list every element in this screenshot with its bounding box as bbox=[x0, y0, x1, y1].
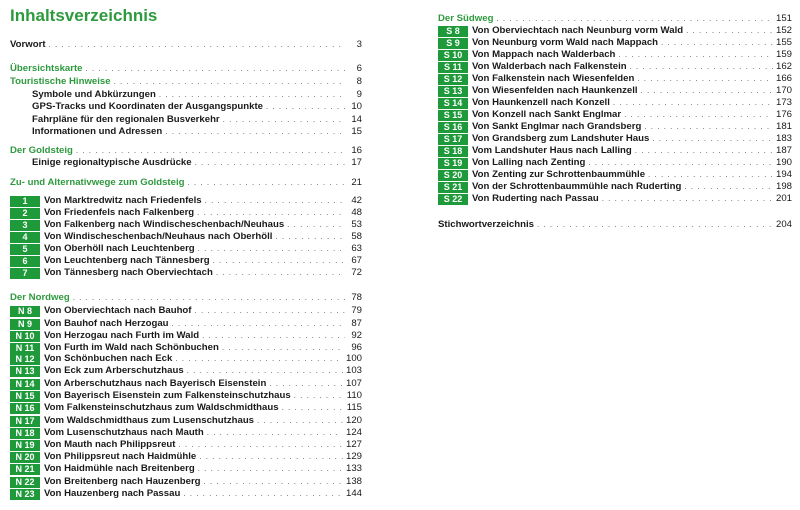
dot-leader bbox=[199, 451, 343, 463]
dot-leader bbox=[641, 85, 773, 97]
stage-badge: N 22 bbox=[10, 477, 40, 488]
stage-badge: S 18 bbox=[438, 146, 468, 157]
dot-leader bbox=[661, 37, 773, 49]
toc-page-number: 53 bbox=[351, 219, 362, 230]
stage-badge: N 8 bbox=[10, 306, 40, 317]
dot-leader bbox=[175, 353, 343, 365]
toc-entry-title: Fahrpläne für den regionalen Busverkehr bbox=[32, 114, 220, 125]
toc-page-number: 204 bbox=[775, 219, 792, 230]
toc-entry[interactable] bbox=[10, 39, 362, 51]
toc-page-number: 6 bbox=[356, 63, 362, 74]
stage-badge: 2 bbox=[10, 208, 40, 219]
stage-badge: S 22 bbox=[438, 194, 468, 205]
dot-leader bbox=[613, 97, 773, 109]
dot-leader bbox=[275, 231, 345, 243]
toc-section-heading[interactable] bbox=[10, 63, 362, 75]
toc-page-number: 194 bbox=[775, 169, 792, 180]
toc-entry[interactable] bbox=[10, 89, 362, 101]
toc-entry-title: GPS-Tracks und Koordinaten der Ausgangspunkte bbox=[32, 101, 263, 112]
dot-leader bbox=[648, 169, 773, 181]
toc-stage-entry[interactable] bbox=[10, 318, 362, 330]
toc-page-number: 9 bbox=[356, 89, 362, 100]
stage-badge: N 17 bbox=[10, 416, 40, 427]
toc-page-number: 183 bbox=[775, 133, 792, 144]
dot-leader bbox=[618, 49, 773, 61]
toc-page-number: 67 bbox=[351, 255, 362, 266]
toc-stage-entry[interactable] bbox=[438, 181, 792, 193]
stage-badge: N 14 bbox=[10, 379, 40, 390]
toc-entry-title: Von Oberviechtach nach Bauhof bbox=[44, 305, 192, 316]
toc-page-number: 138 bbox=[345, 476, 362, 487]
toc-page-number: 166 bbox=[775, 73, 792, 84]
toc-stage-entry[interactable] bbox=[10, 415, 362, 427]
toc-stage-entry[interactable] bbox=[10, 439, 362, 451]
dot-leader bbox=[159, 89, 345, 101]
stage-badge: N 13 bbox=[10, 366, 40, 377]
dot-leader bbox=[198, 463, 343, 475]
toc-entry-title: Informationen und Adressen bbox=[32, 126, 163, 137]
toc-stage-entry[interactable] bbox=[438, 61, 792, 73]
dot-leader bbox=[223, 114, 345, 126]
toc-page-number: 115 bbox=[346, 402, 362, 413]
dot-leader bbox=[204, 476, 343, 488]
toc-page-number: 181 bbox=[775, 121, 792, 132]
dot-leader bbox=[496, 13, 773, 25]
toc-entry-title: Von Mauth nach Philippsreut bbox=[44, 439, 176, 450]
toc-stage-entry[interactable] bbox=[10, 219, 362, 231]
toc-entry-title: Von Hauzenberg nach Passau bbox=[44, 488, 181, 499]
toc-page-number: 170 bbox=[775, 85, 792, 96]
toc-stage-entry[interactable] bbox=[438, 25, 792, 37]
dot-leader bbox=[644, 121, 773, 133]
toc-page-number: 96 bbox=[351, 342, 362, 353]
toc-entry-title: Der Südweg bbox=[438, 13, 494, 24]
toc-page-number: 92 bbox=[351, 330, 362, 341]
stage-badge: 5 bbox=[10, 244, 40, 255]
toc-page-number: 152 bbox=[775, 25, 792, 36]
toc-stage-entry[interactable] bbox=[10, 365, 362, 377]
toc-stage-entry[interactable] bbox=[438, 145, 792, 157]
toc-entry-title: Von Konzell nach Sankt Englmar bbox=[472, 109, 622, 120]
toc-page-number: 48 bbox=[351, 207, 362, 218]
dot-leader bbox=[207, 427, 343, 439]
toc-entry-title: Von Leuchtenberg nach Tännesberg bbox=[44, 255, 210, 266]
toc-entry-title: Von Oberhöll nach Leuchtenberg bbox=[44, 243, 195, 254]
toc-page-number: 10 bbox=[351, 101, 362, 112]
toc-section-heading[interactable] bbox=[438, 13, 792, 25]
toc-page-number: 87 bbox=[351, 318, 362, 329]
toc-stage-entry[interactable] bbox=[438, 109, 792, 121]
toc-entry-title: Der Nordweg bbox=[10, 292, 70, 303]
dot-leader bbox=[49, 39, 345, 51]
toc-page-number: 198 bbox=[775, 181, 792, 192]
toc-stage-entry[interactable] bbox=[438, 121, 792, 133]
dot-leader bbox=[635, 145, 773, 157]
toc-page-number: 110 bbox=[346, 390, 362, 401]
stage-badge: N 10 bbox=[10, 331, 40, 342]
stage-badge: 6 bbox=[10, 256, 40, 267]
dot-leader bbox=[114, 76, 345, 88]
toc-page-number: 16 bbox=[351, 145, 362, 156]
dot-leader bbox=[624, 109, 773, 121]
dot-leader bbox=[287, 219, 345, 231]
toc-page-number: 162 bbox=[775, 61, 792, 72]
toc-entry-title: Zu- und Alternativwege zum Goldsteig bbox=[10, 177, 185, 188]
toc-entry-title: Von Schönbuchen nach Eck bbox=[44, 353, 173, 364]
toc-page-number: 127 bbox=[345, 439, 362, 450]
toc-entry-title: Vom Landshuter Haus nach Lalling bbox=[472, 145, 632, 156]
toc-entry-title: Von Windischeschenbach/Neuhaus nach Oberhöll bbox=[44, 231, 273, 242]
stage-badge: S 9 bbox=[438, 38, 468, 49]
toc-stage-entry[interactable] bbox=[10, 402, 362, 414]
stage-badge: 3 bbox=[10, 220, 40, 231]
stage-badge: S 17 bbox=[438, 134, 468, 145]
toc-page-number: 58 bbox=[351, 231, 362, 242]
toc-page-number: 17 bbox=[351, 157, 362, 168]
dot-leader bbox=[637, 73, 773, 85]
toc-section-heading[interactable] bbox=[10, 177, 362, 189]
stage-badge: N 16 bbox=[10, 403, 40, 414]
toc-stage-entry[interactable] bbox=[10, 476, 362, 488]
dot-leader bbox=[73, 292, 345, 304]
toc-entry-title: Vorwort bbox=[10, 39, 46, 50]
toc-section-heading[interactable] bbox=[10, 145, 362, 157]
toc-entry[interactable] bbox=[10, 101, 362, 113]
dot-leader bbox=[187, 177, 345, 189]
toc-entry-title: Von der Schrottenbaummühle nach Ruderting bbox=[472, 181, 682, 192]
toc-stage-entry[interactable] bbox=[10, 390, 362, 402]
toc-entry-title: Von Walderbach nach Falkenstein bbox=[472, 61, 627, 72]
toc-stage-entry[interactable] bbox=[10, 255, 362, 267]
stage-badge: S 8 bbox=[438, 26, 468, 37]
toc-page-number: 159 bbox=[775, 49, 792, 60]
toc-entry-title: Von Grandsberg zum Landshuter Haus bbox=[472, 133, 650, 144]
stage-badge: 7 bbox=[10, 268, 40, 279]
toc-entry-title: Von Arberschutzhaus nach Bayerisch Eisenstein bbox=[44, 378, 267, 389]
toc-stage-entry[interactable] bbox=[10, 231, 362, 243]
dot-leader bbox=[197, 207, 345, 219]
stage-badge: S 19 bbox=[438, 158, 468, 169]
toc-stage-entry[interactable] bbox=[438, 169, 792, 181]
stage-badge: N 18 bbox=[10, 428, 40, 439]
toc-page-number: 190 bbox=[775, 157, 792, 168]
stage-badge: N 12 bbox=[10, 354, 40, 365]
toc-stage-entry[interactable] bbox=[10, 195, 362, 207]
toc-entry[interactable] bbox=[10, 157, 362, 169]
toc-page-number: 129 bbox=[345, 451, 362, 462]
toc-section-heading[interactable] bbox=[10, 76, 362, 88]
toc-entry-title: Von Oberviechtach nach Neunburg vorm Wald bbox=[472, 25, 684, 36]
toc-stage-entry[interactable] bbox=[10, 427, 362, 439]
toc-page-number: 100 bbox=[345, 353, 362, 364]
toc-page-number: 72 bbox=[351, 267, 362, 278]
toc-page-number: 21 bbox=[351, 177, 362, 188]
toc-stage-entry[interactable] bbox=[10, 330, 362, 342]
toc-stage-entry[interactable] bbox=[10, 378, 362, 390]
toc-entry-title: Von Breitenberg nach Hauzenberg bbox=[44, 476, 201, 487]
toc-entry-title: Von Sankt Englmar nach Grandsberg bbox=[472, 121, 642, 132]
toc-stage-entry[interactable] bbox=[10, 207, 362, 219]
toc-page-number: 187 bbox=[775, 145, 792, 156]
toc-stage-entry[interactable] bbox=[10, 463, 362, 475]
dot-leader bbox=[684, 181, 773, 193]
stage-badge: N 19 bbox=[10, 440, 40, 451]
dot-leader bbox=[172, 318, 345, 330]
toc-stage-entry[interactable] bbox=[438, 73, 792, 85]
toc-entry-title: Einige regionaltypische Ausdrücke bbox=[32, 157, 192, 168]
dot-leader bbox=[183, 488, 343, 500]
toc-entry[interactable] bbox=[438, 219, 792, 231]
toc-page-number: 78 bbox=[351, 292, 362, 303]
toc-stage-entry[interactable] bbox=[10, 243, 362, 255]
stage-badge: S 12 bbox=[438, 74, 468, 85]
toc-entry-title: Vom Lusenschutzhaus nach Mauth bbox=[44, 427, 204, 438]
dot-leader bbox=[686, 25, 773, 37]
toc-page-number: 63 bbox=[351, 243, 362, 254]
toc-page-number: 173 bbox=[775, 97, 792, 108]
toc-entry-title: Von Neunburg vorm Wald nach Mappach bbox=[472, 37, 659, 48]
stage-badge: N 11 bbox=[10, 343, 40, 354]
toc-entry-title: Übersichtskarte bbox=[10, 63, 83, 74]
toc-entry[interactable] bbox=[10, 114, 362, 126]
toc-page-number: 42 bbox=[351, 195, 362, 206]
toc-entry-title: Von Furth im Wald nach Schönbuchen bbox=[44, 342, 219, 353]
dot-leader bbox=[86, 63, 345, 75]
toc-page-number: 151 bbox=[775, 13, 792, 24]
dot-leader bbox=[282, 402, 344, 414]
dot-leader bbox=[205, 195, 345, 207]
dot-leader bbox=[266, 101, 345, 113]
toc-entry-title: Von Tännesberg nach Oberviechtach bbox=[44, 267, 213, 278]
dot-leader bbox=[588, 157, 773, 169]
stage-badge: S 10 bbox=[438, 50, 468, 61]
toc-entry-title: Symbole und Abkürzungen bbox=[32, 89, 156, 100]
dot-leader bbox=[195, 305, 346, 317]
toc-section-heading[interactable] bbox=[10, 292, 362, 304]
toc-entry-title: Von Lalling nach Zenting bbox=[472, 157, 586, 168]
toc-page-number: 15 bbox=[351, 126, 362, 137]
toc-entry-title: Von Eck zum Arberschutzhaus bbox=[44, 365, 184, 376]
toc-entry-title: Vom Waldschmidthaus zum Lusenschutzhaus bbox=[44, 415, 255, 426]
toc-page-number: 155 bbox=[775, 37, 792, 48]
toc-stage-entry[interactable] bbox=[10, 488, 362, 500]
toc-entry-title: Von Herzogau nach Furth im Wald bbox=[44, 330, 200, 341]
toc-entry-title: Von Falkenberg nach Windischeschenbach/Neuhaus bbox=[44, 219, 285, 230]
stage-badge: S 11 bbox=[438, 62, 468, 73]
stage-badge: N 23 bbox=[10, 489, 40, 500]
toc-page-number: 107 bbox=[345, 378, 362, 389]
toc-entry-title: Vom Falkensteinschutzhaus zum Waldschmidthaus bbox=[44, 402, 279, 413]
dot-leader bbox=[187, 365, 343, 377]
toc-page-number: 103 bbox=[345, 365, 362, 376]
toc-entry-title: Von Marktredwitz nach Friedenfels bbox=[44, 195, 202, 206]
stage-badge: N 20 bbox=[10, 452, 40, 463]
toc-page-number: 176 bbox=[775, 109, 792, 120]
toc-page-number: 8 bbox=[356, 76, 362, 87]
toc-stage-entry[interactable] bbox=[438, 133, 792, 145]
stage-badge: S 15 bbox=[438, 110, 468, 121]
toc-page-number: 201 bbox=[775, 193, 792, 204]
stage-badge: S 21 bbox=[438, 182, 468, 193]
toc-page-number: 3 bbox=[356, 39, 362, 50]
dot-leader bbox=[652, 133, 773, 145]
toc-stage-entry[interactable] bbox=[10, 451, 362, 463]
dot-leader bbox=[630, 61, 773, 73]
stage-badge: S 16 bbox=[438, 122, 468, 133]
toc-stage-entry[interactable] bbox=[438, 49, 792, 61]
toc-stage-entry[interactable] bbox=[10, 353, 362, 365]
toc-entry-title: Von Philippsreut nach Haidmühle bbox=[44, 451, 197, 462]
toc-entry-title: Von Bayerisch Eisenstein zum Falkensteinschutzhaus bbox=[44, 390, 291, 401]
toc-stage-entry[interactable] bbox=[438, 193, 792, 205]
toc-stage-entry[interactable] bbox=[10, 267, 362, 279]
toc-page-number: 79 bbox=[351, 305, 362, 316]
dot-leader bbox=[269, 378, 343, 390]
stage-badge: S 13 bbox=[438, 86, 468, 97]
toc-entry-title: Von Haidmühle nach Breitenberg bbox=[44, 463, 195, 474]
toc-entry-title: Touristische Hinweise bbox=[10, 76, 111, 87]
toc-page-number: 144 bbox=[345, 488, 362, 499]
dot-leader bbox=[257, 415, 343, 427]
dot-leader bbox=[294, 390, 344, 402]
stage-badge: N 15 bbox=[10, 391, 40, 402]
toc-entry-title: Von Bauhof nach Herzogau bbox=[44, 318, 169, 329]
dot-leader bbox=[202, 330, 345, 342]
dot-leader bbox=[602, 193, 773, 205]
toc-page-number: 14 bbox=[351, 114, 362, 125]
dot-leader bbox=[195, 157, 345, 169]
toc-stage-entry[interactable] bbox=[438, 97, 792, 109]
dot-leader bbox=[165, 126, 345, 138]
toc-stage-entry[interactable] bbox=[10, 305, 362, 317]
toc-entry-title: Von Friedenfels nach Falkenberg bbox=[44, 207, 195, 218]
toc-entry-title: Stichwortverzeichnis bbox=[438, 219, 534, 230]
toc-page-number: 133 bbox=[345, 463, 362, 474]
stage-badge: 1 bbox=[10, 196, 40, 207]
stage-badge: S 14 bbox=[438, 98, 468, 109]
dot-leader bbox=[537, 219, 773, 231]
toc-entry-title: Von Ruderting nach Passau bbox=[472, 193, 599, 204]
toc-stage-entry[interactable] bbox=[438, 85, 792, 97]
toc-stage-entry[interactable] bbox=[438, 37, 792, 49]
stage-badge: N 21 bbox=[10, 464, 40, 475]
page-title: Inhaltsverzeichnis bbox=[10, 6, 158, 25]
stage-badge: S 20 bbox=[438, 170, 468, 181]
toc-stage-entry[interactable] bbox=[438, 157, 792, 169]
toc-page-number: 124 bbox=[345, 427, 362, 438]
stage-badge: N 9 bbox=[10, 319, 40, 330]
toc-page-number: 120 bbox=[345, 415, 362, 426]
dot-leader bbox=[178, 439, 343, 451]
toc-entry-title: Von Falkenstein nach Wiesenfelden bbox=[472, 73, 635, 84]
toc-entry[interactable] bbox=[10, 126, 362, 138]
dot-leader bbox=[76, 145, 345, 157]
toc-entry-title: Von Wiesenfelden nach Haunkenzell bbox=[472, 85, 638, 96]
toc-entry-title: Der Goldsteig bbox=[10, 145, 73, 156]
toc-entry-title: Von Haunkenzell nach Konzell bbox=[472, 97, 610, 108]
toc-entry-title: Von Mappach nach Walderbach bbox=[472, 49, 616, 60]
stage-badge: 4 bbox=[10, 232, 40, 243]
dot-leader bbox=[216, 267, 345, 279]
toc-entry-title: Von Zenting zur Schrottenbaummühle bbox=[472, 169, 646, 180]
dot-leader bbox=[198, 243, 345, 255]
dot-leader bbox=[213, 255, 345, 267]
